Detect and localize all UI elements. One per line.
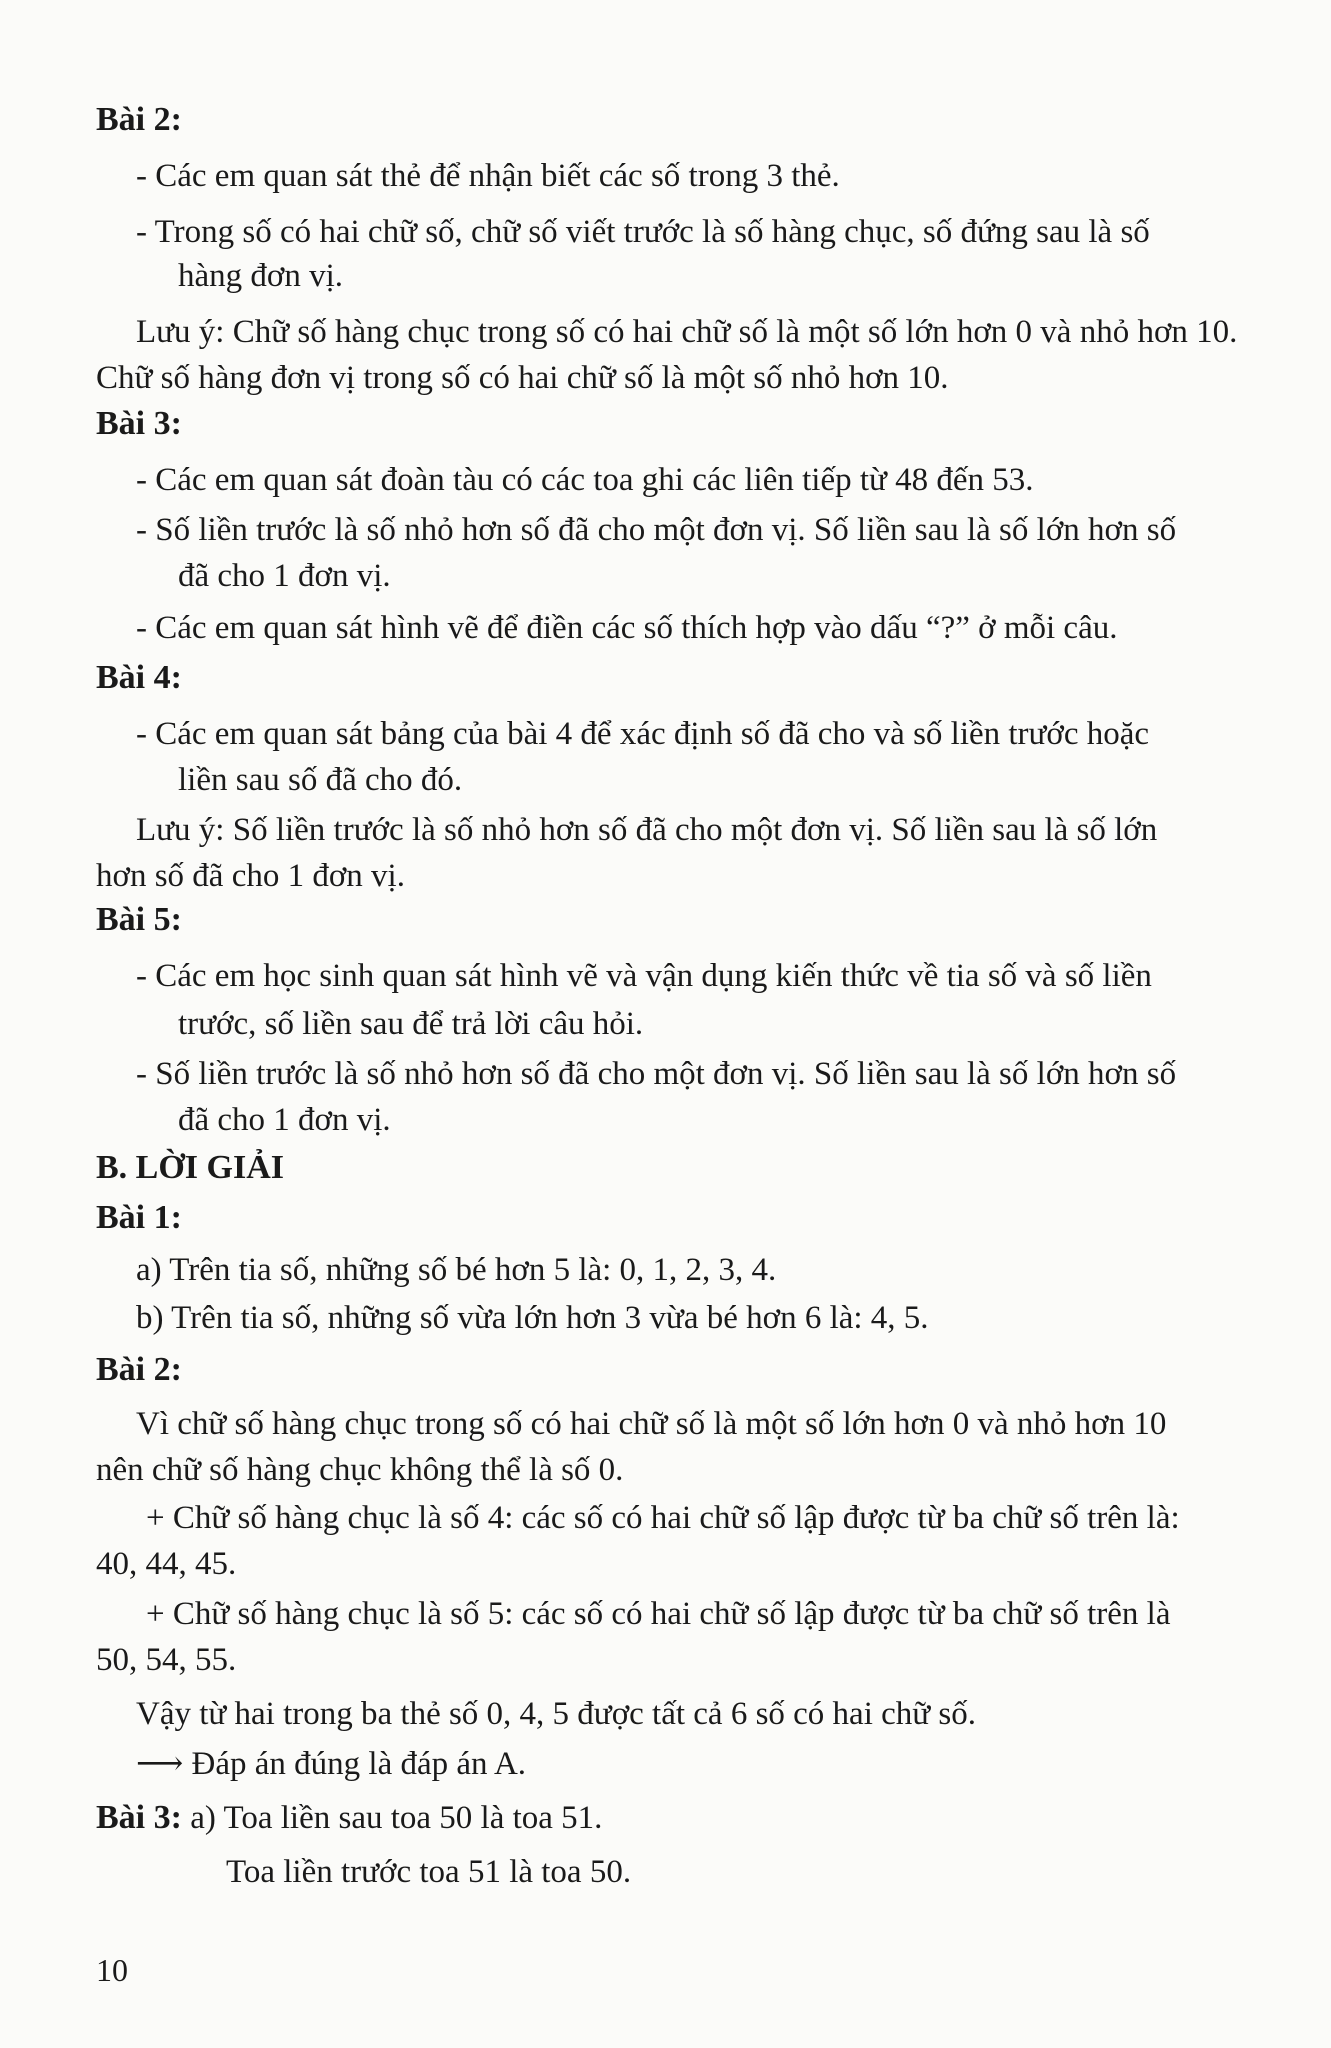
text-line: - Các em quan sát thẻ để nhận biết các số trong 3 thẻ. (136, 158, 840, 194)
page-number: 10 (96, 1952, 128, 1988)
note-line: hơn số đã cho 1 đơn vị. (96, 858, 405, 894)
answer-line-bai-3 (96, 1798, 602, 1838)
text-line: đã cho 1 đơn vị. (178, 1102, 391, 1138)
answer-line: nên chữ số hàng chục không thể là số 0. (96, 1452, 624, 1488)
heading-bai-3-answer: Bài 3: (96, 1799, 182, 1836)
heading-bai-3: Bài 3: (96, 405, 182, 442)
text-line: đã cho 1 đơn vị. (178, 558, 391, 594)
text-line: - Các em học sinh quan sát hình vẽ và vận dụng kiến thức về tia số và số liền (136, 958, 1152, 994)
text-line: - Các em quan sát đoàn tàu có các toa ghi các liên tiếp từ 48 đến 53. (136, 462, 1034, 498)
heading-bai-4: Bài 4: (96, 659, 182, 696)
heading-bai-5: Bài 5: (96, 901, 182, 938)
text-line: - Số liền trước là số nhỏ hơn số đã cho một đơn vị. Số liền sau là số lớn hơn số (136, 1056, 1177, 1092)
answer-line: 40, 44, 45. (96, 1546, 237, 1582)
text-line: - Các em quan sát bảng của bài 4 để xác định số đã cho và số liền trước hoặc (136, 716, 1150, 752)
heading-bai-1: Bài 1: (96, 1199, 182, 1236)
text-line: - Số liền trước là số nhỏ hơn số đã cho một đơn vị. Số liền sau là số lớn hơn số (136, 512, 1177, 548)
heading-bai-2-answer: Bài 2: (96, 1351, 182, 1388)
answer-line: Vì chữ số hàng chục trong số có hai chữ số là một số lớn hơn 0 và nhỏ hơn 10 (136, 1406, 1167, 1442)
text-line: - Các em quan sát hình vẽ để điền các số thích hợp vào dấu “?” ở mỗi câu. (136, 610, 1118, 646)
text-line: hàng đơn vị. (178, 258, 344, 294)
text-line: trước, số liền sau để trả lời câu hỏi. (178, 1006, 644, 1042)
answer-line: b) Trên tia số, những số vừa lớn hơn 3 vừa bé hơn 6 là: 4, 5. (136, 1300, 929, 1336)
answer-line: + Chữ số hàng chục là số 5: các số có hai chữ số lập được từ ba chữ số trên là (146, 1596, 1171, 1632)
final-answer-line: ⟶ Đáp án đúng là đáp án A. (136, 1746, 527, 1782)
heading-bai-2: Bài 2: (96, 101, 182, 138)
answer-line: Vậy từ hai trong ba thẻ số 0, 4, 5 được tất cả 6 số có hai chữ số. (136, 1696, 977, 1732)
note-line: Lưu ý: Chữ số hàng chục trong số có hai chữ số là một số lớn hơn 0 và nhỏ hơn 10. (136, 314, 1238, 350)
note-line: Chữ số hàng đơn vị trong số có hai chữ số là một số nhỏ hơn 10. (96, 360, 949, 396)
answer-line: + Chữ số hàng chục là số 4: các số có hai chữ số lập được từ ba chữ số trên là: (146, 1500, 1180, 1536)
answer-line: 50, 54, 55. (96, 1642, 237, 1678)
text-line: - Trong số có hai chữ số, chữ số viết trước là số hàng chục, số đứng sau là số (136, 214, 1150, 250)
answer-line: Toa liền trước toa 51 là toa 50. (226, 1854, 632, 1890)
note-line: Lưu ý: Số liền trước là số nhỏ hơn số đã cho một đơn vị. Số liền sau là số lớn (136, 812, 1158, 848)
text-line: liền sau số đã cho đó. (178, 762, 463, 798)
answer-text: a) Toa liền sau toa 50 là toa 51. (181, 1800, 603, 1836)
answer-line: a) Trên tia số, những số bé hơn 5 là: 0, 1, 2, 3, 4. (136, 1252, 777, 1288)
section-title-loi-giai: B. LỜI GIẢI (96, 1149, 284, 1186)
